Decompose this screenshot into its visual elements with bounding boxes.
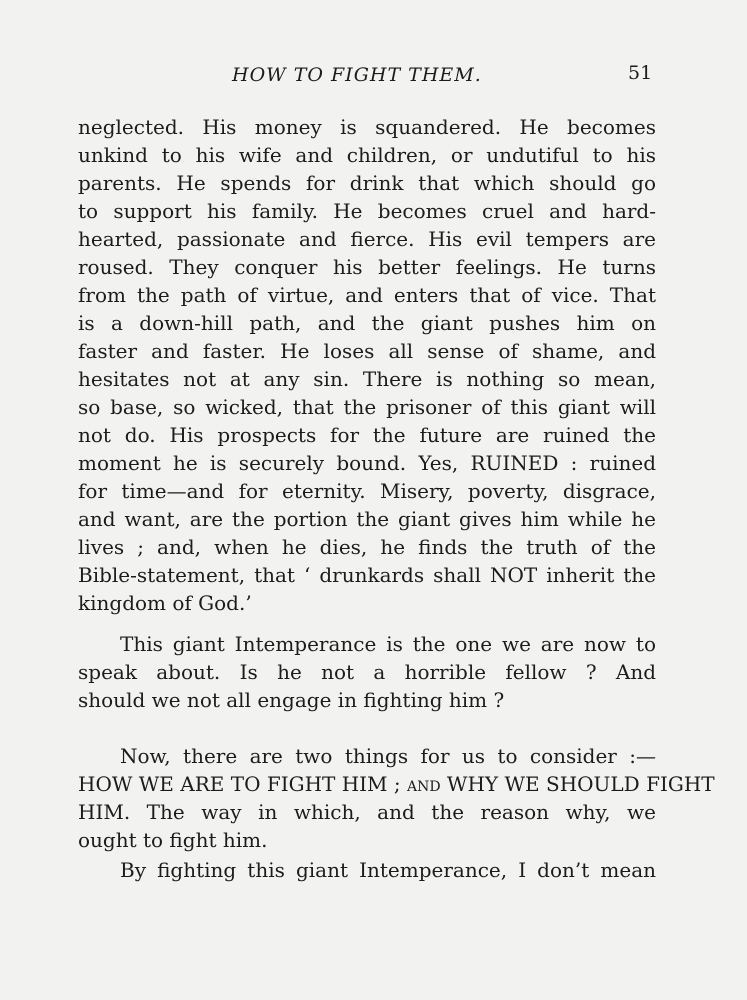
- text-line: HOW WE ARE TO FIGHT HIM ; and WHY WE SHOULD FIGHT: [78, 772, 715, 796]
- text-line: ought to fight him.: [78, 828, 268, 852]
- text-line: should we not all engage in fighting him ?: [78, 688, 505, 712]
- text-line: and want, are the portion the giant gives him while he: [78, 507, 656, 531]
- text-line: neglected. His money is squandered. He becomes: [78, 115, 656, 139]
- text-line: hesitates not at any sin. There is nothing so mean,: [78, 367, 656, 391]
- text-line: HIM. The way in which, and the reason why, we: [78, 800, 656, 824]
- text-line: for time—and for eternity. Misery, poverty, disgrace,: [78, 479, 656, 503]
- text-line: is a down-hill path, and the giant pushes him on: [78, 311, 656, 335]
- text-line: speak about. Is he not a horrible fellow ? And: [78, 660, 656, 684]
- text-line: Now, there are two things for us to consider :—: [120, 744, 656, 768]
- page-number: 51: [628, 62, 653, 84]
- text-line: By fighting this giant Intemperance, I don’t mean: [120, 858, 656, 882]
- text-line: faster and faster. He loses all sense of shame, and: [78, 339, 656, 363]
- text-line: This giant Intemperance is the one we are now to: [120, 632, 656, 656]
- running-header-title: HOW TO FIGHT THEM.: [232, 64, 482, 86]
- text-line: lives ; and, when he dies, he finds the truth of the: [78, 535, 656, 559]
- text-line: unkind to his wife and children, or undutiful to his: [78, 143, 656, 167]
- text-line: kingdom of God.’: [78, 591, 252, 615]
- text-line: parents. He spends for drink that which should go: [78, 171, 656, 195]
- text-line: from the path of virtue, and enters that of vice. That: [78, 283, 656, 307]
- text-line: to support his family. He becomes cruel and hard-: [78, 199, 656, 223]
- text-line: roused. They conquer his better feelings. He turns: [78, 255, 656, 279]
- text-line: not do. His prospects for the future are ruined the: [78, 423, 656, 447]
- text-line: Bible-statement, that ‘ drunkards shall NOT inherit the: [78, 563, 656, 587]
- text-line: so base, so wicked, that the prisoner of this giant will: [78, 395, 656, 419]
- text-line: hearted, passionate and fierce. His evil tempers are: [78, 227, 656, 251]
- text-line: moment he is securely bound. Yes, RUINED : ruined: [78, 451, 656, 475]
